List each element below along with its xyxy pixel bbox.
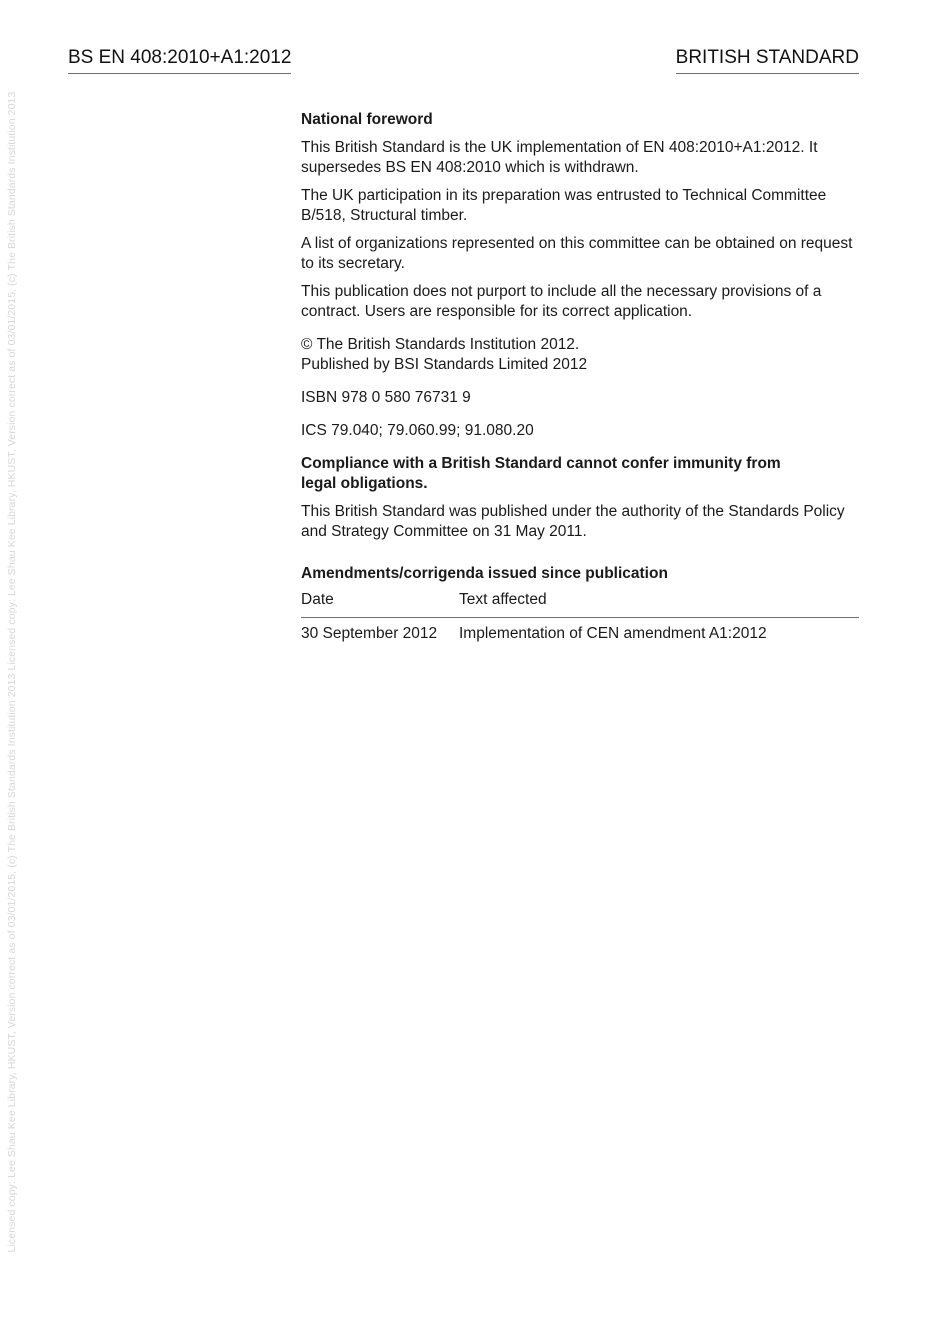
amendments-table (301, 590, 859, 644)
amendment-date-cell: 30 September 2012 (301, 625, 438, 642)
amendment-text-cell: Implementation of CEN amendment A1:2012 (459, 625, 767, 642)
standard-number-header: BS EN 408:2010+A1:2012 (68, 46, 291, 74)
foreword-paragraph-organizations: A list of organizations represented on this committee can be obtained on request to its secretary. (301, 235, 853, 272)
amendments-table-header (301, 590, 859, 618)
foreword-paragraph-implementation: This British Standard is the UK implementation of EN 408:2010+A1:2012. It supersedes BS EN 408:2010 which is withdrawn. (301, 139, 818, 176)
date-column-header: Date (301, 591, 334, 608)
foreword-paragraph-committee: The UK participation in its preparation was entrusted to Technical Committee B/518, Structural timber. (301, 187, 827, 224)
foreword-title: National foreword (301, 111, 433, 128)
published-line: Published by BSI Standards Limited 2012 (301, 356, 588, 373)
british-standard-header: BRITISH STANDARD (676, 46, 859, 74)
compliance-title: Compliance with a British Standard cannot confer immunity from legal obligations. (301, 455, 781, 492)
license-watermark: Licensed copy: Lee Shau Kee Library, HKUST, Version correct as of 03/01/2015, (c) The British Standards Institution 2013 Licensed copy: Lee Shau Kee Library, HKUST, Version correct as of 03/01/2015, (c) The British Standards Institution 2013 (6, 91, 18, 1253)
text-affected-column-header: Text affected (459, 591, 547, 608)
isbn-line: ISBN 978 0 580 76731 9 (301, 389, 471, 406)
amendments-title: Amendments/corrigenda issued since publication (301, 565, 668, 582)
ics-line: ICS 79.040; 79.060.99; 91.080.20 (301, 422, 534, 439)
national-foreword-section (301, 110, 859, 644)
copyright-line: © The British Standards Institution 2012. (301, 336, 580, 353)
foreword-paragraph-provisions: This publication does not purport to include all the necessary provisions of a contract. Users are responsible for its correct application. (301, 283, 822, 320)
table-row (301, 618, 859, 644)
compliance-text: This British Standard was published under the authority of the Standards Policy and Strategy Committee on 31 May 2011. (301, 503, 845, 540)
